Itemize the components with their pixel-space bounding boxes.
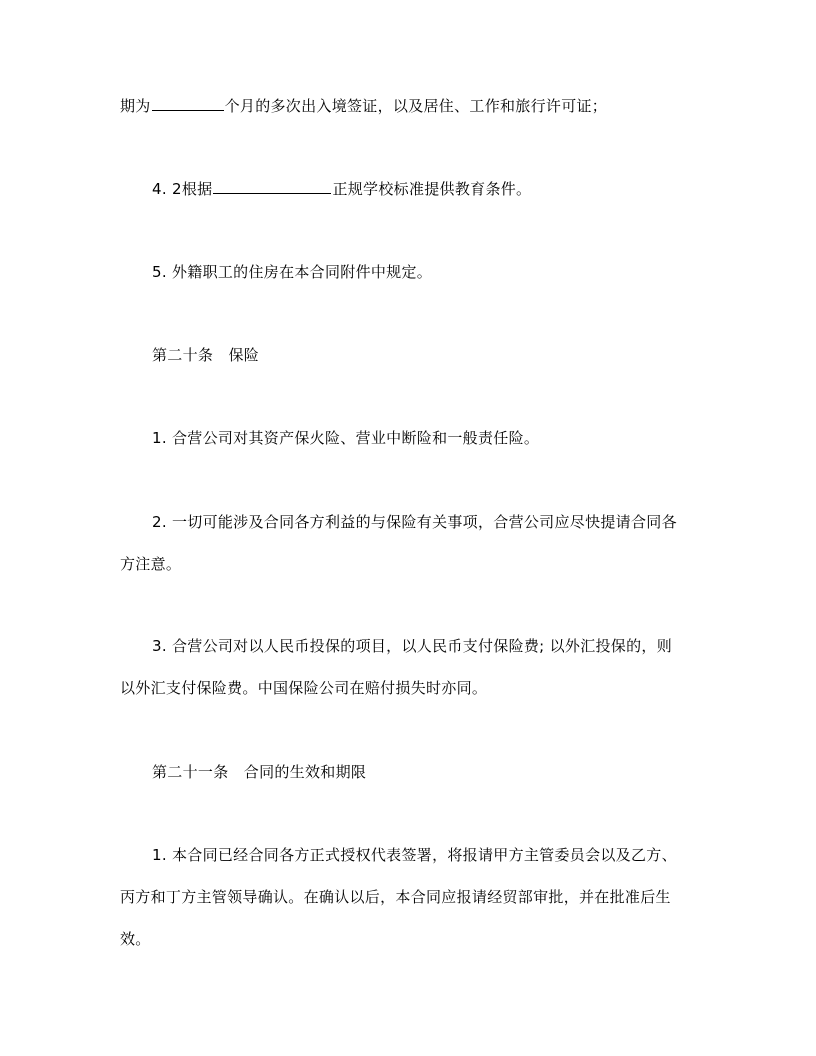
blank-underline	[152, 96, 224, 111]
paragraph-effectiveness-1-cont: 效。	[120, 930, 151, 948]
paragraph-insurance-3-cont: 以外汇支付保险费。中国保险公司在赔付损失时亦同。	[120, 679, 488, 697]
article-heading: 第二十条 保险	[152, 346, 260, 364]
paragraph-insurance-3: 3. 合营公司对以人民币投保的项目，以人民币支付保险费; 以外汇投保的，则	[152, 637, 673, 655]
paragraph-effectiveness-1-cont: 丙方和丁方主管领导确认。在确认以后，本合同应报请经贸部审批，并在批准后生	[120, 888, 671, 906]
text-segment: 4. 2根据	[152, 180, 213, 198]
text-segment: 个月的多次出入境签证，以及居住、工作和旅行许可证；	[224, 97, 608, 115]
text-segment: 期为	[120, 97, 151, 115]
paragraph-insurance-1: 1. 合营公司对其资产保火险、营业中断险和一般责任险。	[152, 429, 540, 447]
paragraph-effectiveness-1: 1. 本合同已经合同各方正式授权代表签署，将报请甲方主管委员会以及乙方、	[152, 846, 677, 864]
paragraph-visa	[120, 96, 607, 116]
paragraph-insurance-2-cont: 方注意。	[120, 555, 182, 573]
article-heading: 第二十一条 合同的生效和期限	[152, 763, 367, 781]
paragraph-education	[152, 179, 531, 199]
paragraph-insurance-2: 2. 一切可能涉及合同各方利益的与保险有关事项，合营公司应尽快提请合同各	[152, 513, 677, 531]
text-segment: 正规学校标准提供教育条件。	[332, 180, 532, 198]
paragraph-housing: 5. 外籍职工的住房在本合同附件中规定。	[152, 263, 433, 281]
blank-underline	[213, 179, 331, 194]
